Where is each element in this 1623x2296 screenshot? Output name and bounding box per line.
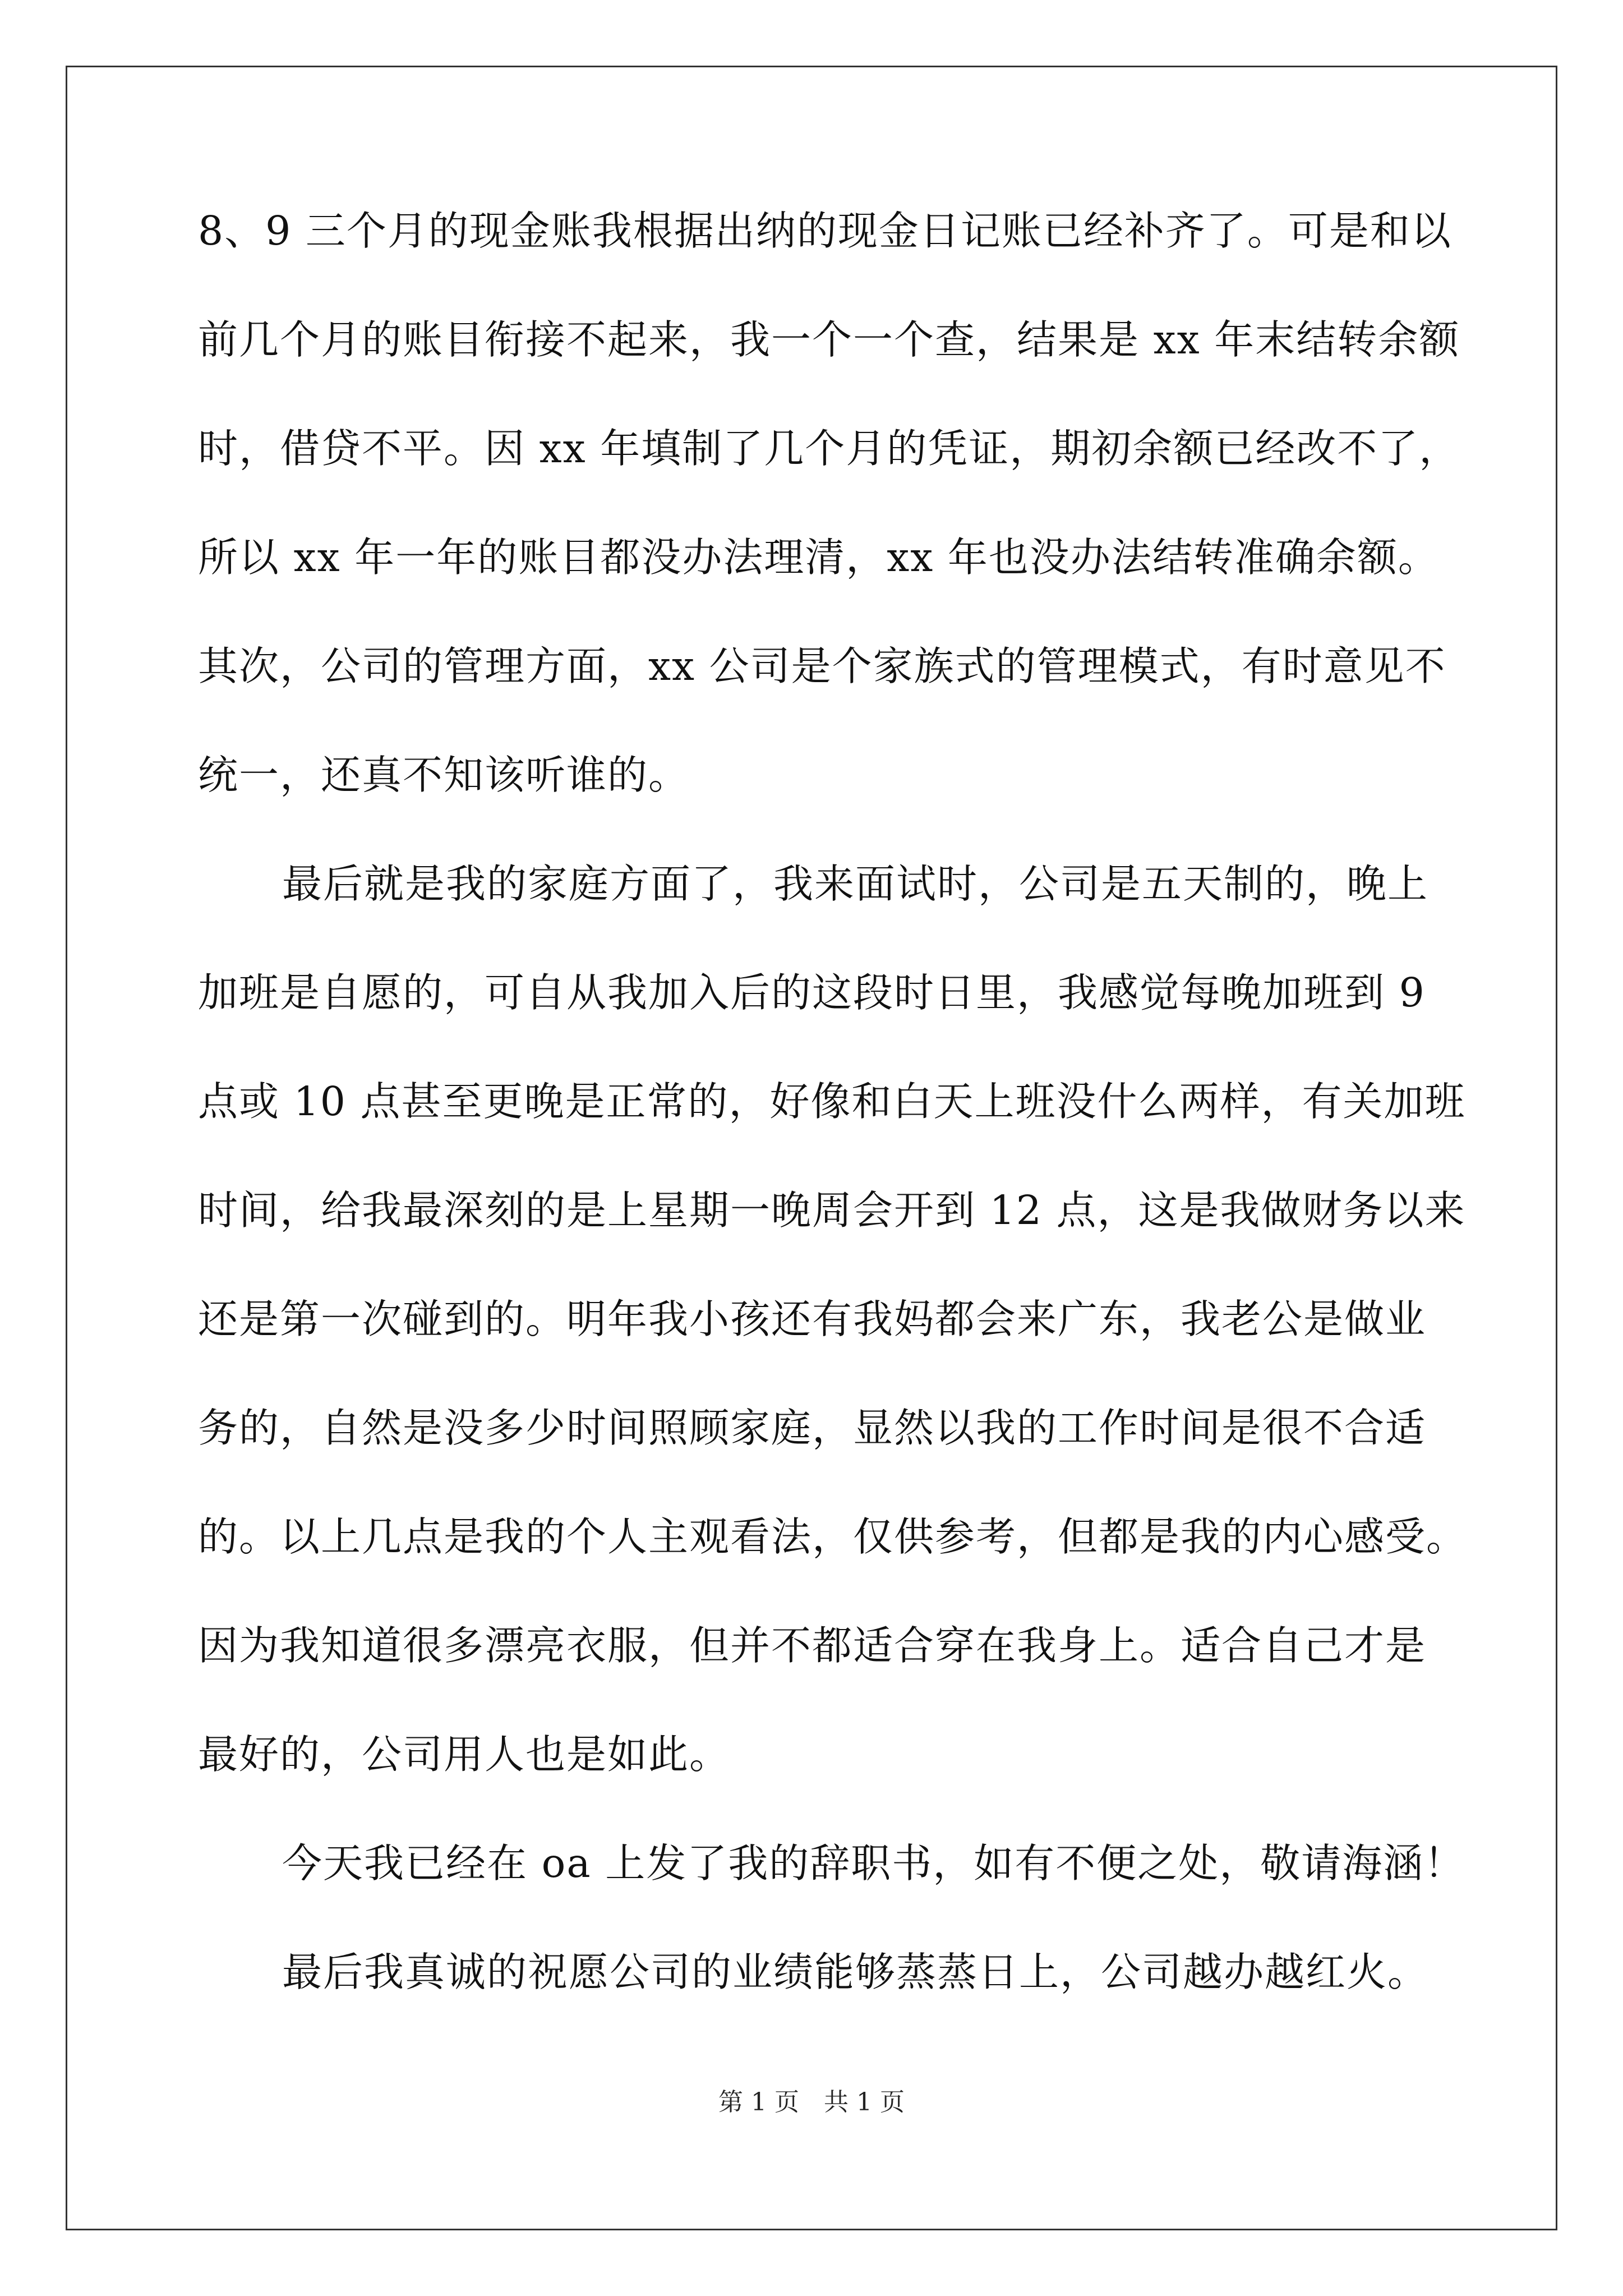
text-line: 前几个月的账目衔接不起来，我一个一个查，结果是 xx 年末结转余额	[198, 316, 1460, 363]
text-line: 最后就是我的家庭方面了，我来面试时，公司是五天制的，晚上	[282, 861, 1429, 907]
page-number-footer: 第 1 页 共 1 页	[718, 2088, 905, 2116]
text-line: 加班是自愿的，可自从我加入后的这段时日里，我感觉每晚加班到 9	[198, 969, 1426, 1016]
text-line: 最好的，公司用人也是如此。	[198, 1731, 731, 1778]
text-line: 时，借贷不平。因 xx 年填制了几个月的凭证，期初余额已经改不了，	[198, 425, 1460, 472]
text-line: 今天我已经在 oa 上发了我的辞职书，如有不便之处，敬请海涵！	[282, 1840, 1465, 1887]
text-line: 最后我真诚的祝愿公司的业绩能够蒸蒸日上，公司越办越红火。	[282, 1949, 1429, 1995]
text-line: 务的，自然是没多少时间照顾家庭，显然以我的工作时间是很不合适	[198, 1405, 1427, 1451]
text-line: 统一，还真不知该听谁的。	[198, 752, 690, 798]
document-body	[198, 208, 1468, 2058]
text-line: 点或 10 点甚至更晚是正常的，好像和白天上班没什么两样，有关加班	[198, 1078, 1466, 1125]
text-line: 其次，公司的管理方面，xx 公司是个家族式的管理模式，有时意见不	[198, 643, 1446, 689]
text-line: 还是第一次碰到的。明年我小孩还有我妈都会来广东，我老公是做业	[198, 1296, 1427, 1342]
text-line: 时间，给我最深刻的是上星期一晚周会开到 12 点，这是我做财务以来	[198, 1187, 1466, 1234]
text-line: 的。以上几点是我的个人主观看法，仅供参考，但都是我的内心感受。	[198, 1513, 1468, 1560]
text-line: 8、9 三个月的现金账我根据出纳的现金日记账已经补齐了。可是和以	[198, 208, 1452, 254]
text-line: 所以 xx 年一年的账目都没办法理清，xx 年也没办法结转准确余额。	[198, 534, 1439, 581]
text-line: 因为我知道很多漂亮衣服，但并不都适合穿在我身上。适合自己才是	[198, 1622, 1427, 1669]
